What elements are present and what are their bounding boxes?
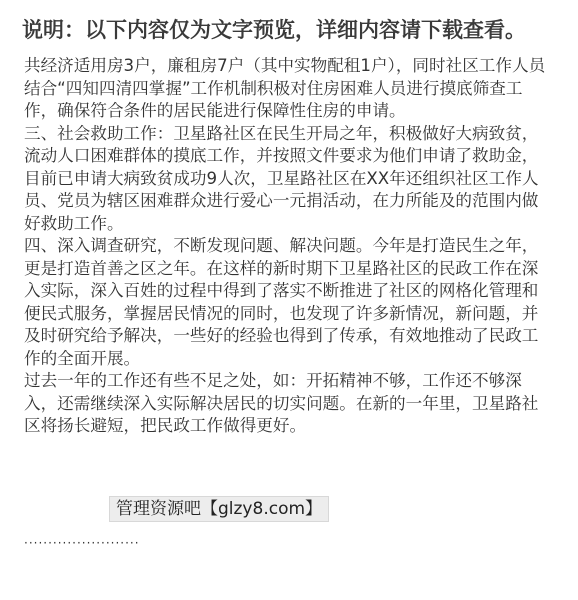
site-watermark: 管理资源吧【glzy8.com】 [109,496,329,522]
paragraph-social-aid: 三、社会救助工作：卫星路社区在民生开局之年，积极做好大病致贫，流动人口困难群体的摸底工作，并按照文件要求为他们申请了救助金，目前已申请大病致贫成功9人次，卫星路社区在XX年还组织社区工作人员、党员为辖区困难群众进行爱心一元捐活动，在力所能及的范围内做好救助工作。 [24,123,539,233]
continuation-dots: ························ [24,536,140,550]
paragraph-research: 四、深入调查研究，不断发现问题、解决问题。今年是打造民生之年，更是打造首善之区之年。在这样的新时期下卫星路社区的民政工作在深入实际，深入百姓的过程中得到了落实不断推进了社区的网格化管理和便民式服务，掌握居民情况的同时，也发现了许多新情况，新问题，并及时研究给予解决，一些好的经验也得到了传承，有效地推动了民政工作的全面开展。 [24,236,539,368]
document-body [24,55,554,438]
paragraph-shortcomings: 过去一年的工作还有些不足之处，如：开拓精神不够，工作还不够深入，还需继续深入实际解决居民的切实问题。在新的一年里，卫星路社区将扬长避短，把民政工作做得更好。 [24,371,539,435]
paragraph-housing: 共经济适用房3户，廉租房7户（其中实物配租1户），同时社区工作人员结合“四知四清四掌握”工作机制积极对住房困难人员进行摸底筛查工作，确保符合条件的居民能进行保障性住房的申请。 [24,56,546,120]
preview-notice: 说明：以下内容仅为文字预览，详细内容请下载查看。 [22,18,526,42]
